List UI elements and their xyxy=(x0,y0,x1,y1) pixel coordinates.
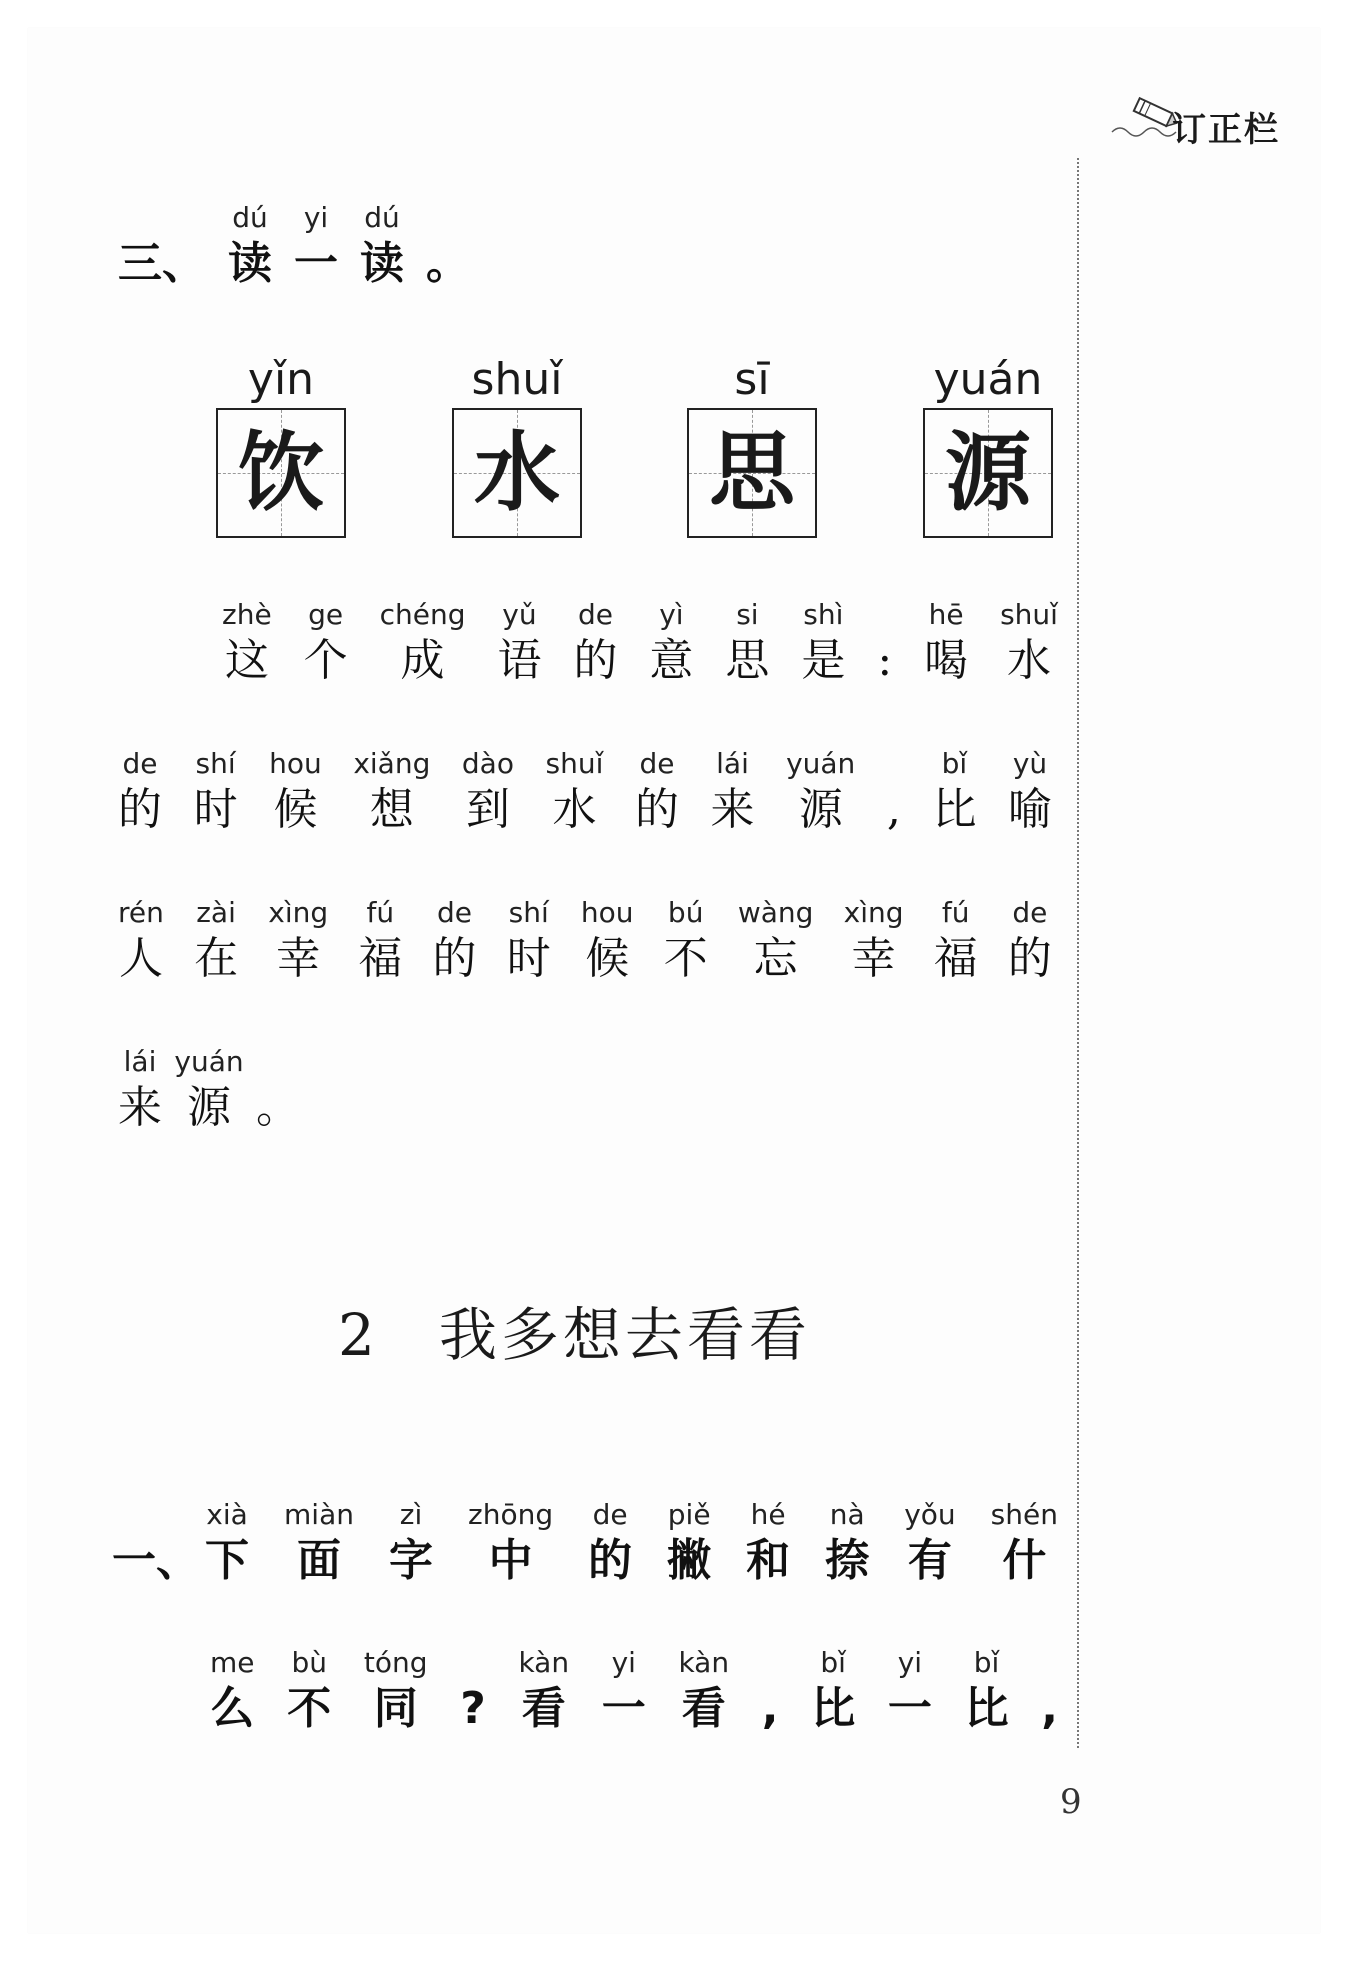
hanzi: 一 xyxy=(601,1683,646,1734)
hanzi: 幸 xyxy=(851,933,896,984)
ruby-char xyxy=(222,597,272,689)
idiom-hanzi: 思 xyxy=(709,422,795,523)
ruby-char xyxy=(507,895,551,987)
ruby-char xyxy=(468,1497,553,1589)
hanzi: 字 xyxy=(389,1535,434,1586)
ruby-char xyxy=(460,1645,486,1737)
ruby-char xyxy=(256,1044,300,1136)
page-number: 9 xyxy=(1060,1782,1082,1822)
hanzi: 比 xyxy=(811,1683,856,1734)
section3-heading xyxy=(118,200,470,292)
tianzige-box xyxy=(923,408,1053,538)
pinyin: fú xyxy=(941,896,970,929)
idiom-char-box xyxy=(923,352,1053,538)
hanzi: 语 xyxy=(497,635,542,686)
pinyin: shì xyxy=(803,598,844,631)
ruby-char xyxy=(825,1497,869,1589)
pinyin: shí xyxy=(195,747,236,780)
pinyin: bù xyxy=(291,1646,327,1679)
pinyin: de xyxy=(1012,896,1048,929)
pinyin: fú xyxy=(366,896,395,929)
hanzi: , xyxy=(886,784,901,835)
hanzi: 比 xyxy=(932,784,977,835)
ruby-char xyxy=(497,597,541,689)
hanzi: 。 xyxy=(426,238,470,289)
hanzi: 。 xyxy=(255,1082,300,1133)
ruby-char xyxy=(965,1645,1009,1737)
ruby-char xyxy=(462,746,514,838)
hanzi: 么 xyxy=(210,1683,255,1734)
pinyin: shí xyxy=(508,896,549,929)
ruby-char xyxy=(426,200,470,292)
hanzi: 的 xyxy=(1007,933,1052,984)
pinyin: zài xyxy=(196,896,236,929)
pinyin: yuán xyxy=(174,1045,244,1078)
hanzi: 源 xyxy=(186,1082,231,1133)
lesson-number: 2 xyxy=(338,1301,379,1369)
hanzi: 捺 xyxy=(825,1535,870,1586)
ruby-char xyxy=(664,895,708,987)
hanzi: 的 xyxy=(588,1535,633,1586)
hanzi: 喻 xyxy=(1008,784,1052,835)
ruby-char xyxy=(581,895,634,987)
ruby-char xyxy=(762,1645,779,1737)
idiom-pinyin: yuán xyxy=(933,354,1043,405)
hanzi: 一 xyxy=(887,1683,932,1734)
hanzi: 思 xyxy=(725,635,770,686)
ruby-char xyxy=(678,1645,729,1737)
hanzi: 来 xyxy=(710,784,755,835)
hanzi: 时 xyxy=(506,933,551,984)
ruby-char xyxy=(268,895,328,987)
ruby-char xyxy=(877,597,892,689)
ruby-char xyxy=(932,746,976,838)
ruby-char xyxy=(786,746,855,838)
text-line xyxy=(112,1497,1058,1589)
ruby-char xyxy=(304,597,348,689)
idiom-pinyin: shuǐ xyxy=(471,354,563,405)
ruby-char xyxy=(360,200,404,292)
ruby-char xyxy=(649,597,693,689)
pinyin: xìng xyxy=(843,896,904,929)
pinyin: dú xyxy=(232,201,268,234)
lesson-title xyxy=(338,1288,811,1372)
hanzi: 面 xyxy=(297,1535,342,1586)
ruby-char xyxy=(725,597,769,689)
pinyin: rén xyxy=(118,896,164,929)
ruby-char xyxy=(433,895,477,987)
ruby-char xyxy=(210,1645,255,1737)
hanzi: 时 xyxy=(193,784,238,835)
ruby-char xyxy=(887,746,901,838)
pinyin: zhōng xyxy=(468,1498,554,1531)
idiom-char-box xyxy=(216,352,346,538)
pinyin: yi xyxy=(303,201,329,234)
ruby-char xyxy=(1000,597,1058,689)
pinyin: bǐ xyxy=(973,1646,1000,1679)
ruby-char xyxy=(888,1645,932,1737)
ruby-char xyxy=(358,895,402,987)
hanzi: 人 xyxy=(118,933,163,984)
pinyin: miàn xyxy=(284,1498,354,1531)
hanzi: 个 xyxy=(303,635,348,686)
hanzi: 幸 xyxy=(276,933,321,984)
hanzi: 不 xyxy=(287,1683,332,1734)
section3-prefix: 三、 xyxy=(118,238,206,289)
idiom-hanzi: 饮 xyxy=(238,422,324,523)
hanzi: 在 xyxy=(194,933,239,984)
ruby-char xyxy=(602,1645,646,1737)
hanzi: 成 xyxy=(400,635,445,686)
ruby-char xyxy=(738,895,814,987)
ruby-char xyxy=(635,746,679,838)
pinyin: yù xyxy=(1012,747,1048,780)
pinyin: yi xyxy=(897,1646,923,1679)
pinyin: yi xyxy=(611,1646,636,1679)
pinyin: shuǐ xyxy=(1000,598,1058,631)
pinyin: de xyxy=(592,1498,628,1531)
ruby-char xyxy=(294,200,338,292)
ruby-char xyxy=(1041,1645,1058,1737)
pinyin: bǐ xyxy=(941,747,968,780)
pinyin: zhè xyxy=(222,598,272,631)
pinyin: hou xyxy=(580,896,634,929)
hanzi: 的 xyxy=(118,784,162,835)
ruby-char xyxy=(228,200,272,292)
ruby-char xyxy=(924,597,968,689)
ruby-char xyxy=(844,895,904,987)
ruby-char xyxy=(991,1497,1058,1589)
pinyin: piě xyxy=(667,1498,711,1531)
hanzi: 忘 xyxy=(753,933,798,984)
pinyin: de xyxy=(437,896,472,929)
lesson-title-text: 我多想去看看 xyxy=(438,1301,811,1369)
hanzi: ? xyxy=(460,1683,486,1734)
ruby-char xyxy=(364,1645,428,1737)
pinyin: kàn xyxy=(518,1646,570,1679)
tianzige-box xyxy=(687,408,817,538)
pinyin: hē xyxy=(928,598,964,631)
tianzige-box xyxy=(452,408,582,538)
hanzi: 比 xyxy=(964,1683,1009,1734)
hanzi: 水 xyxy=(552,784,597,835)
hanzi: 一 xyxy=(294,238,338,289)
ruby-char xyxy=(518,1645,569,1737)
hanzi: 和 xyxy=(746,1535,791,1586)
hanzi: 有 xyxy=(907,1535,952,1586)
pinyin: de xyxy=(639,747,675,780)
hanzi: 撇 xyxy=(667,1535,712,1586)
section-prefix xyxy=(112,1497,200,1589)
ruby-char xyxy=(546,746,604,838)
ruby-char xyxy=(269,746,322,838)
pinyin: xìng xyxy=(268,896,329,929)
pinyin: si xyxy=(736,598,759,631)
pinyin: yì xyxy=(659,598,684,631)
hanzi: 这 xyxy=(224,635,269,686)
pinyin: wàng xyxy=(737,896,814,929)
hanzi: 什 xyxy=(1002,1535,1047,1586)
text-line xyxy=(210,1645,1058,1737)
ruby-char xyxy=(118,1044,162,1136)
pinyin: bú xyxy=(667,896,704,929)
idiom-char-box xyxy=(687,352,817,538)
hanzi: 的 xyxy=(432,933,477,984)
pinyin: de xyxy=(577,598,613,631)
hanzi: 看 xyxy=(681,1683,726,1734)
idiom-hanzi: 源 xyxy=(945,422,1031,523)
hanzi: 的 xyxy=(573,635,618,686)
text-line xyxy=(222,597,1058,689)
hanzi: 源 xyxy=(798,784,843,835)
hanzi: 来 xyxy=(118,1082,162,1133)
hanzi: 候 xyxy=(585,933,630,984)
ruby-char xyxy=(287,1645,331,1737)
hanzi: 是 xyxy=(801,635,846,686)
hanzi: 想 xyxy=(369,784,414,835)
hanzi: 到 xyxy=(465,784,510,835)
ruby-char xyxy=(194,746,238,838)
pinyin: dú xyxy=(364,201,400,234)
ruby-char xyxy=(811,1645,855,1737)
pinyin: lái xyxy=(716,747,749,780)
pinyin: kàn xyxy=(678,1646,730,1679)
hanzi: : xyxy=(877,635,893,686)
pinyin: zì xyxy=(399,1498,423,1531)
hanzi: 看 xyxy=(521,1683,566,1734)
pinyin: xiǎng xyxy=(353,747,431,780)
ruby-char xyxy=(118,746,162,838)
ruby-char xyxy=(801,597,845,689)
pinyin: shén xyxy=(990,1498,1058,1531)
ruby-char xyxy=(934,895,978,987)
ruby-char xyxy=(389,1497,433,1589)
pinyin: yuán xyxy=(786,747,856,780)
ruby-char xyxy=(1008,895,1052,987)
correction-divider xyxy=(1077,158,1079,1748)
text-line xyxy=(118,746,1052,838)
hanzi: 不 xyxy=(663,933,708,984)
hanzi: 水 xyxy=(1007,635,1051,686)
ruby-char xyxy=(711,746,755,838)
hanzi: 一、 xyxy=(112,1535,200,1586)
ruby-char xyxy=(588,1497,632,1589)
idiom-char-box xyxy=(452,352,582,538)
hanzi: , xyxy=(761,1683,779,1734)
ruby-char xyxy=(118,895,164,987)
ruby-char xyxy=(353,746,430,838)
pinyin: bǐ xyxy=(820,1646,846,1679)
ruby-char xyxy=(174,1044,243,1136)
pinyin: lái xyxy=(123,1045,157,1078)
idiom-pinyin: sī xyxy=(734,354,770,405)
ruby-char xyxy=(667,1497,711,1589)
hanzi: 候 xyxy=(273,784,318,835)
ruby-char xyxy=(904,1497,955,1589)
pinyin: shuǐ xyxy=(545,747,604,780)
hanzi: 福 xyxy=(358,933,403,984)
pinyin: yǒu xyxy=(904,1498,956,1531)
ruby-char xyxy=(380,597,466,689)
pinyin: tóng xyxy=(363,1646,428,1679)
pinyin: ge xyxy=(308,598,344,631)
hanzi: 意 xyxy=(649,635,694,686)
hanzi: 中 xyxy=(488,1535,533,1586)
hanzi: 的 xyxy=(634,784,679,835)
hanzi: 读 xyxy=(360,238,404,289)
hanzi: 福 xyxy=(933,933,978,984)
ruby-char xyxy=(573,597,617,689)
ruby-char xyxy=(205,1497,249,1589)
pinyin: hou xyxy=(269,747,322,780)
ruby-char xyxy=(746,1497,790,1589)
text-line xyxy=(118,1044,300,1136)
pinyin: yǔ xyxy=(502,598,537,631)
text-line xyxy=(118,895,1052,987)
pencil-icon xyxy=(1120,92,1180,136)
pinyin: hé xyxy=(750,1498,786,1531)
ruby-char xyxy=(1008,746,1052,838)
ruby-char xyxy=(284,1497,354,1589)
correction-column-header xyxy=(1110,92,1330,152)
hanzi: 喝 xyxy=(924,635,969,686)
hanzi: 下 xyxy=(205,1535,250,1586)
tianzige-box xyxy=(216,408,346,538)
pinyin: me xyxy=(210,1646,255,1679)
pinyin: chéng xyxy=(379,598,466,631)
idiom-pinyin: yǐn xyxy=(247,354,315,405)
pinyin: dào xyxy=(461,747,514,780)
hanzi: , xyxy=(1041,1683,1058,1734)
pinyin: xià xyxy=(206,1498,248,1531)
pinyin: de xyxy=(122,747,158,780)
pinyin: nà xyxy=(829,1498,865,1531)
hanzi: 读 xyxy=(228,238,272,289)
hanzi: 同 xyxy=(373,1683,418,1734)
idiom-hanzi: 水 xyxy=(474,422,560,523)
ruby-char xyxy=(194,895,238,987)
correction-column-label: 订正栏 xyxy=(1172,110,1280,150)
